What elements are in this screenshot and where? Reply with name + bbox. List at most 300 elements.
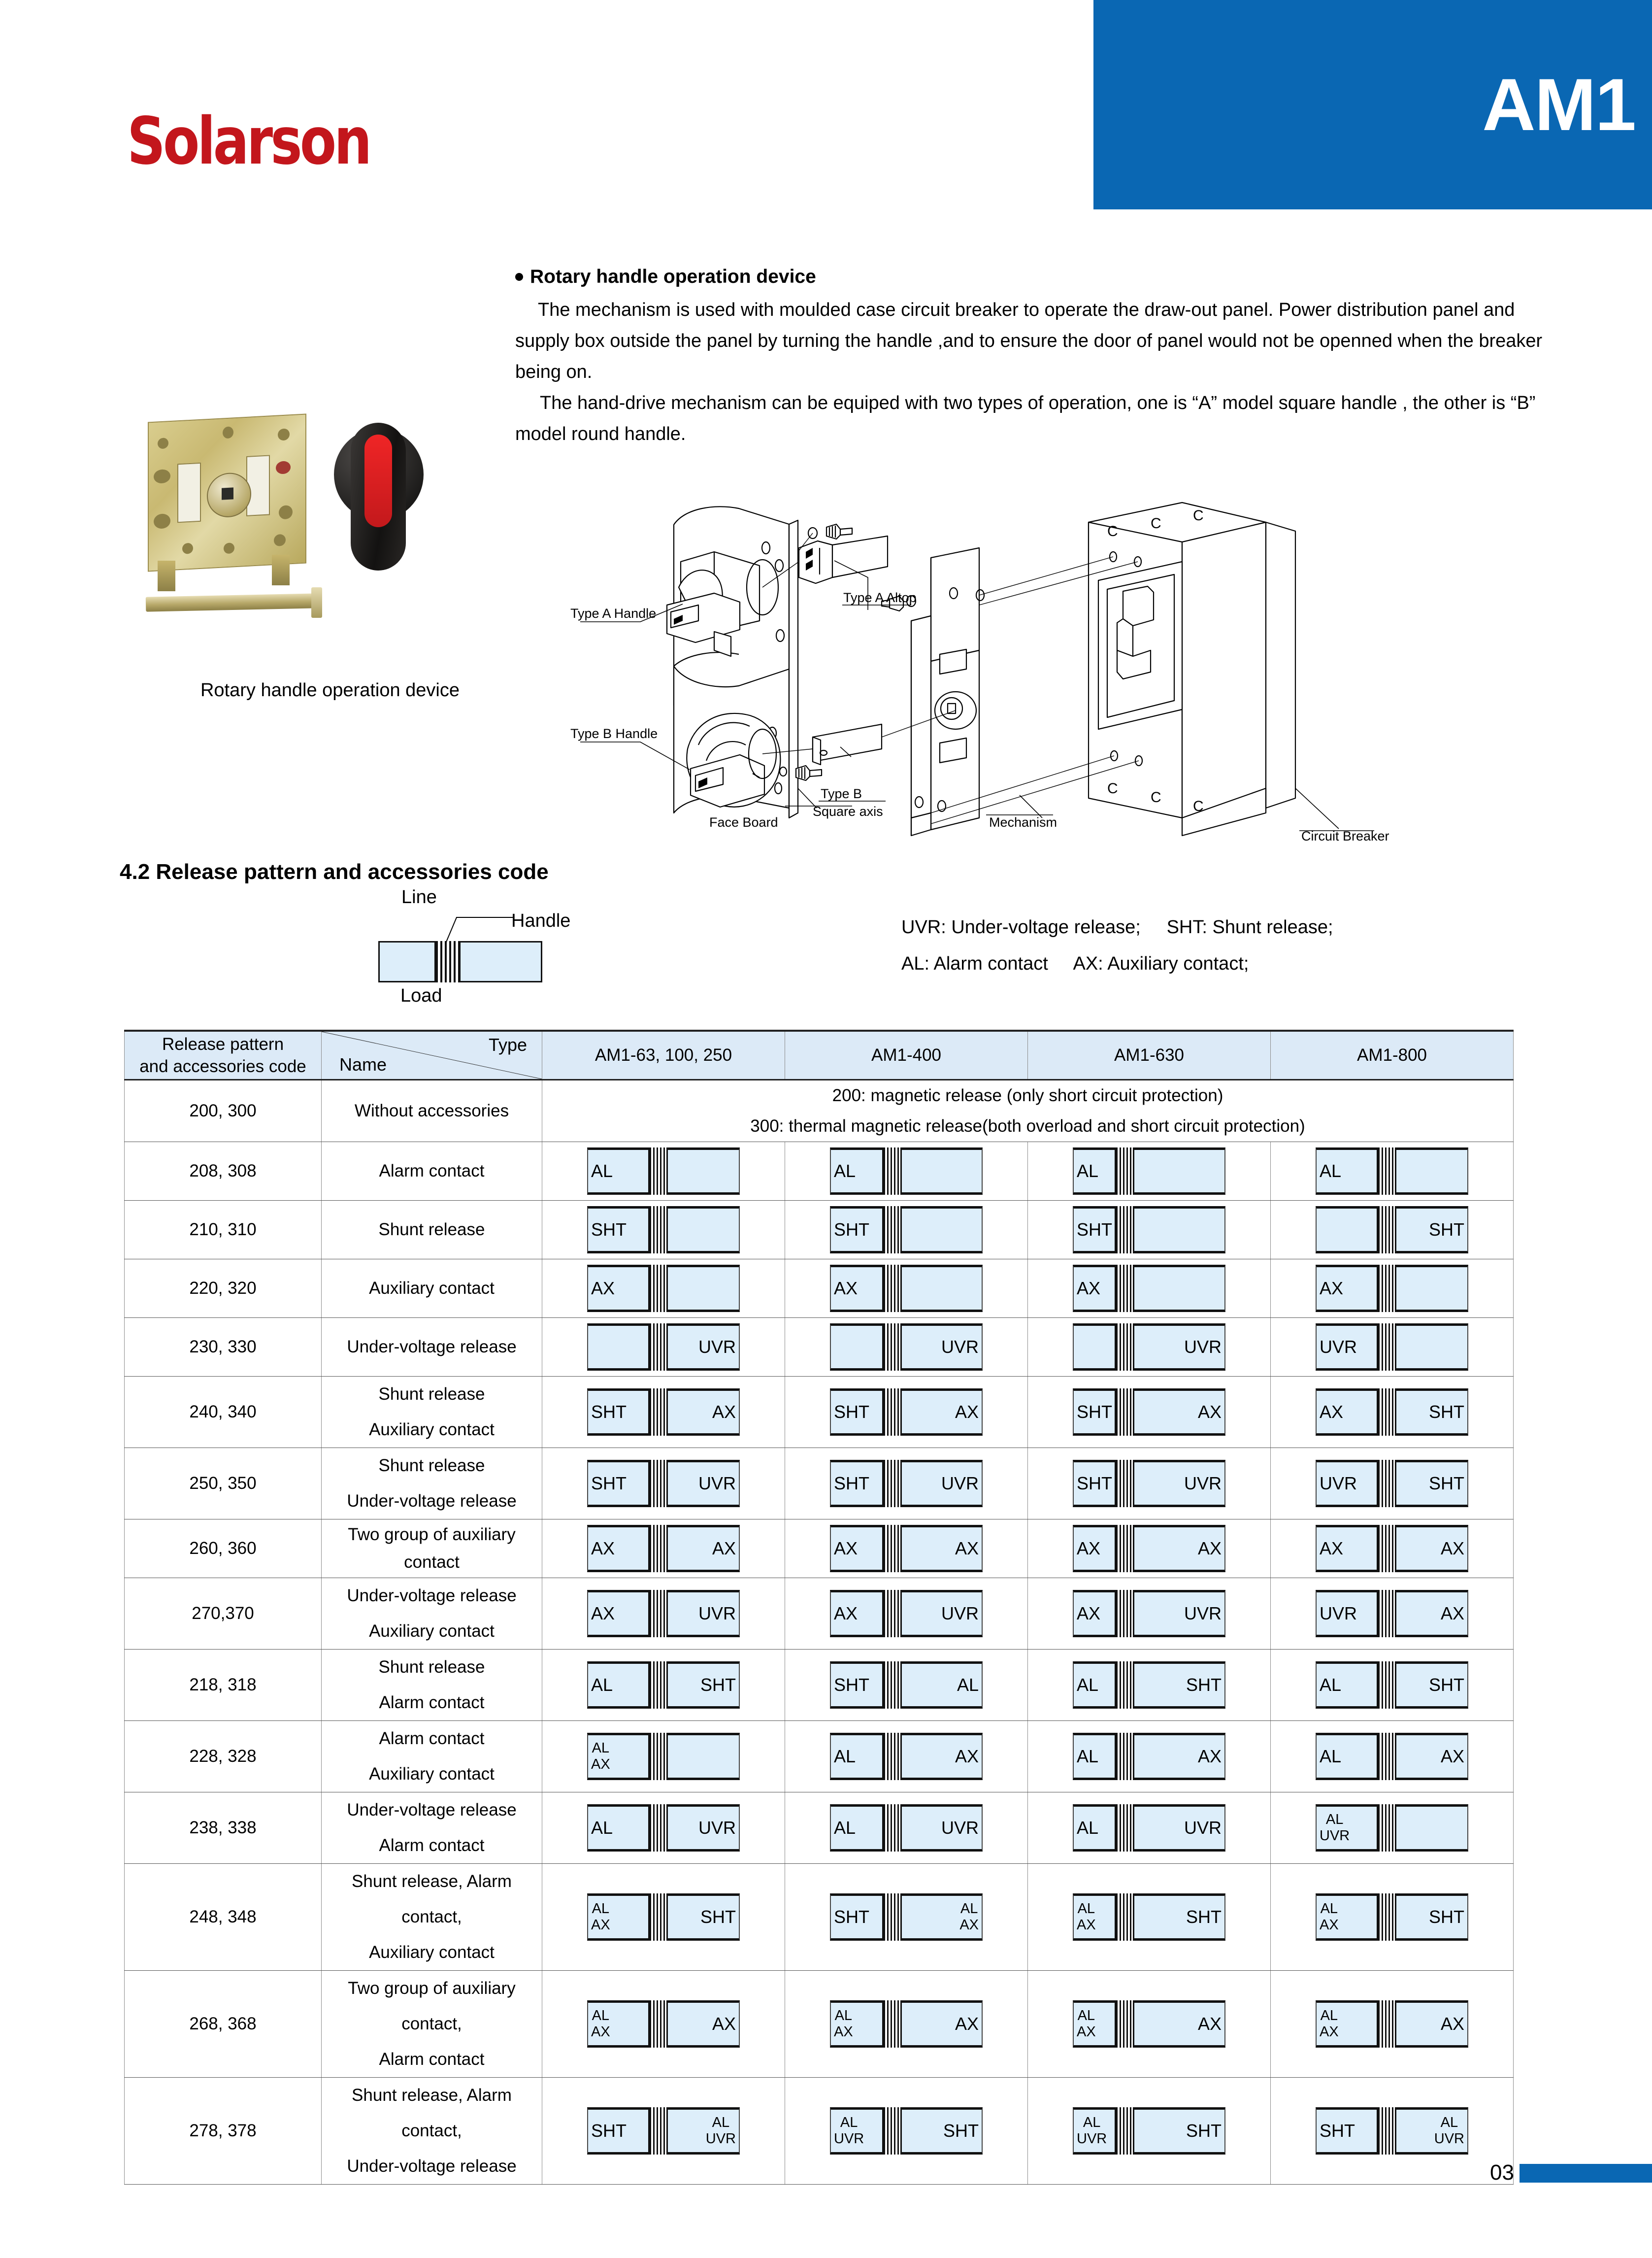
breaker-diagram-cell: [1028, 1721, 1271, 1792]
label-circuit-breaker: Circuit Breaker: [1301, 829, 1389, 843]
cell-label-left: AX: [1077, 1538, 1101, 1558]
cell-label-left: AL AX: [1077, 1901, 1096, 1933]
breaker-diagram: [1316, 1460, 1468, 1507]
breaker-diagram-cell: [785, 1721, 1028, 1792]
cell-label-right: SHT: [1429, 1675, 1464, 1695]
exploded-diagram-svg: [566, 473, 1527, 847]
cell-label-left: AX: [591, 1603, 615, 1623]
breaker-diagram-cell: [542, 1721, 785, 1792]
breaker-diagram: [587, 2107, 740, 2155]
breaker-diagram-cell: [1271, 1259, 1514, 1318]
breaker-diagram-cell: [1271, 1792, 1514, 1864]
breaker-diagram-cell: [1028, 1318, 1271, 1377]
breaker-diagram-cell: [542, 1142, 785, 1201]
row-code: 278, 378: [125, 2078, 322, 2185]
table-row: [125, 1792, 1514, 1864]
cell-label-left: UVR: [1320, 1337, 1357, 1357]
breaker-diagram: [1073, 1661, 1225, 1709]
breaker-diagram: [830, 2107, 983, 2155]
cell-label-left: SHT: [591, 1473, 627, 1493]
breaker-diagram-cell: [1271, 2078, 1514, 2185]
handle-strip-icon: [648, 1733, 668, 1780]
cell-label-right: UVR: [1184, 1473, 1222, 1493]
breaker-diagram: [1073, 1525, 1225, 1572]
handle-strip-icon: [1377, 1388, 1396, 1436]
handle-strip-icon: [1377, 1265, 1396, 1312]
handle-strip-icon: [648, 1590, 668, 1637]
breaker-diagram-cell: [1028, 1448, 1271, 1519]
bullet-icon: [515, 273, 523, 281]
row-code: 248, 348: [125, 1864, 322, 1971]
breaker-diagram-cell: [1271, 1377, 1514, 1448]
cell-label-right: AL UVR: [1434, 2115, 1464, 2147]
breaker-diagram-cell: [1028, 1142, 1271, 1201]
handle-strip-icon: [1377, 2000, 1396, 2048]
cell-label-left: AL: [1077, 1161, 1099, 1181]
cell-label-right: SHT: [1429, 1907, 1464, 1927]
handle-strip-icon: [882, 1460, 902, 1507]
breaker-diagram: [587, 2000, 740, 2048]
breaker-diagram: [1073, 1323, 1225, 1371]
label-face-board: Face Board: [709, 815, 778, 830]
breaker-diagram-cell: [542, 1971, 785, 2078]
cell-label-right: UVR: [698, 1818, 736, 1838]
handle-strip-icon: [882, 2000, 902, 2048]
row-name: Shunt release: [322, 1201, 542, 1259]
breaker-diagram: [830, 1388, 983, 1436]
cell-label-left: AL UVR: [1320, 1812, 1350, 1844]
breaker-diagram-cell: [1271, 1318, 1514, 1377]
cell-label-left: AL: [1320, 1675, 1342, 1695]
handle-strip-icon: [1115, 1804, 1134, 1852]
cell-label-left: AL: [834, 1746, 856, 1766]
breaker-diagram: [830, 1525, 983, 1572]
breaker-diagram-cell: [1271, 1142, 1514, 1201]
row-name: Alarm contact: [322, 1142, 542, 1201]
handle-strip-icon: [1115, 1590, 1134, 1637]
handle-strip-icon: [1377, 2107, 1396, 2155]
cell-label-right: UVR: [941, 1473, 979, 1493]
abbrev-line-1: UVR: Under-voltage release; SHT: Shunt release;: [901, 917, 1333, 938]
handle-strip-icon: [1377, 1206, 1396, 1253]
breaker-diagram-cell: [1028, 1971, 1271, 2078]
breaker-diagram: [1073, 1147, 1225, 1195]
cell-label-left: AX: [591, 1278, 615, 1298]
handle-strip-icon: [1115, 1323, 1134, 1371]
breaker-diagram: [1316, 1147, 1468, 1195]
breaker-diagram: [830, 1265, 983, 1312]
handle-strip-icon: [648, 1893, 668, 1941]
cell-label-left: SHT: [1077, 1402, 1112, 1422]
breaker-diagram-cell: [1028, 1650, 1271, 1721]
cell-label-right: AX: [1440, 1746, 1464, 1766]
cell-label-left: AL: [1320, 1746, 1342, 1766]
handle-strip-icon: [1377, 1460, 1396, 1507]
handle-strip-icon: [1115, 1460, 1134, 1507]
cell-label-right: AL UVR: [705, 2115, 736, 2147]
handle-strip-icon: [882, 2107, 902, 2155]
table-row: [125, 1971, 1514, 2078]
breaker-diagram-cell: [542, 1864, 785, 1971]
cell-label-right: AX: [712, 1538, 736, 1558]
row-name: Auxiliary contact: [322, 1259, 542, 1318]
cell-label-left: AX: [591, 1538, 615, 1558]
handle-strip-icon: [882, 1590, 902, 1637]
handle-strip-icon: [648, 1661, 668, 1709]
breaker-diagram: [587, 1206, 740, 1253]
breaker-diagram-cell: [1271, 1201, 1514, 1259]
breaker-diagram-cell: [542, 1318, 785, 1377]
brand-logo: Solarson: [127, 103, 370, 179]
breaker-diagram: [587, 1460, 740, 1507]
cell-label-left: SHT: [834, 1219, 869, 1240]
breaker-diagram: [587, 1733, 740, 1780]
header-column-0: AM1-63, 100, 250: [542, 1031, 785, 1080]
header-column-1: AM1-400: [785, 1031, 1028, 1080]
cell-label-right: AX: [1197, 1538, 1222, 1558]
cell-label-right: AX: [955, 1538, 979, 1558]
cell-label-right: AL: [957, 1675, 979, 1695]
handle-strip-icon: [882, 1206, 902, 1253]
table-row: [125, 1448, 1514, 1519]
breaker-diagram: [1316, 1661, 1468, 1709]
breaker-diagram: [587, 1525, 740, 1572]
square-shaft-photo: [146, 593, 319, 611]
cell-label-left: AL UVR: [834, 2115, 864, 2147]
handle-strip-icon: [1377, 1733, 1396, 1780]
handle-strip-icon: [882, 1265, 902, 1312]
breaker-diagram-cell: [1028, 1864, 1271, 1971]
breaker-diagram: [587, 1661, 740, 1709]
cell-label-right: UVR: [941, 1818, 979, 1838]
breaker-diagram-cell: [785, 1792, 1028, 1864]
cell-label-right: UVR: [698, 1337, 736, 1357]
breaker-diagram-cell: [1271, 1650, 1514, 1721]
breaker-diagram: [1073, 2000, 1225, 2048]
row-name: Alarm contact Auxiliary contact: [322, 1721, 542, 1792]
breaker-diagram-cell: [1028, 1377, 1271, 1448]
cell-label-right: UVR: [1184, 1603, 1222, 1623]
breaker-diagram: [587, 1590, 740, 1637]
table-row: [125, 2078, 1514, 2185]
breaker-diagram-cell: [1271, 1971, 1514, 2078]
breaker-diagram-cell: [542, 1519, 785, 1578]
breaker-diagram: [1073, 1804, 1225, 1852]
cell-label-right: SHT: [1429, 1219, 1464, 1240]
handle-strip-icon: [1115, 1147, 1134, 1195]
table-header-row: [125, 1031, 1514, 1080]
section-heading: 4.2 Release pattern and accessories code: [120, 860, 549, 884]
line-load-legend: [347, 887, 662, 1020]
mounting-plate-photo: [148, 414, 306, 572]
breaker-diagram-cell: [785, 1971, 1028, 2078]
breaker-diagram: [830, 2000, 983, 2048]
breaker-diagram: [587, 1893, 740, 1941]
handle-strip-icon: [882, 1804, 902, 1852]
breaker-diagram: [1073, 1388, 1225, 1436]
handle-strip-icon: [648, 1388, 668, 1436]
cell-label-right: UVR: [698, 1603, 736, 1623]
footer-accent-bar: [1520, 2164, 1652, 2183]
handle-strip-icon: [1115, 1265, 1134, 1312]
cell-label-left: AL AX: [834, 2008, 853, 2040]
handle-strip-icon: [1115, 1661, 1134, 1709]
handle-strip-icon: [1377, 1525, 1396, 1572]
breaker-diagram-cell: [1271, 1578, 1514, 1650]
row-name: Shunt release Auxiliary contact: [322, 1377, 542, 1448]
square-shaft-head: [311, 587, 322, 618]
svg-text:C: C: [1151, 789, 1161, 806]
breaker-diagram: [1316, 1733, 1468, 1780]
header-column-3: AM1-800: [1271, 1031, 1514, 1080]
row-code: 210, 310: [125, 1201, 322, 1259]
table-row: [125, 1142, 1514, 1201]
cell-label-right: AX: [1440, 1538, 1464, 1558]
breaker-diagram: [1316, 1206, 1468, 1253]
cell-label-right: SHT: [1186, 1907, 1222, 1927]
handle-strip-icon: [882, 1147, 902, 1195]
row-code: 238, 338: [125, 1792, 322, 1864]
breaker-diagram-cell: [542, 1377, 785, 1448]
handle-strip-icon: [648, 1525, 668, 1572]
handle-strip-icon: [1115, 1733, 1134, 1780]
breaker-diagram-cell: [785, 1448, 1028, 1519]
handle-strip-icon: [1115, 2000, 1134, 2048]
handle-strip-icon: [648, 1265, 668, 1312]
product-photo-block: [138, 404, 512, 701]
breaker-diagram: [1073, 2107, 1225, 2155]
handle-strip-icon: [648, 2107, 668, 2155]
breaker-diagram: [830, 1804, 983, 1852]
row-name: Shunt release, Alarm contact, Auxiliary contact: [322, 1864, 542, 1971]
handle-strip-icon: [882, 1661, 902, 1709]
cell-label-right: SHT: [1429, 1402, 1464, 1422]
abbreviation-legend: [901, 909, 1333, 982]
legend-load-label: Load: [400, 985, 442, 1006]
table-row: [125, 1864, 1514, 1971]
cell-label-left: AL AX: [1320, 2008, 1339, 2040]
legend-line-label: Line: [401, 887, 437, 908]
handle-strip-icon: [1377, 1147, 1396, 1195]
table-row: [125, 1519, 1514, 1578]
cell-label-left: UVR: [1320, 1473, 1357, 1493]
handle-strip-icon: [1377, 1661, 1396, 1709]
table-row: [125, 1080, 1514, 1142]
cell-label-right: SHT: [943, 2121, 979, 2141]
cell-label-right: AX: [1440, 2014, 1464, 2034]
breaker-diagram: [830, 1733, 983, 1780]
breaker-diagram-cell: [785, 1201, 1028, 1259]
cell-label-right: SHT: [1186, 1675, 1222, 1695]
cell-label-left: AL AX: [591, 1901, 610, 1933]
cell-label-right: AL AX: [959, 1901, 979, 1933]
breaker-diagram: [1316, 1804, 1468, 1852]
svg-text:C: C: [1193, 798, 1204, 814]
breaker-diagram-cell: [785, 1259, 1028, 1318]
handle-strip-icon: [1115, 2107, 1134, 2155]
breaker-diagram: [830, 1206, 983, 1253]
row-code: 208, 308: [125, 1142, 322, 1201]
table-row: [125, 1650, 1514, 1721]
cell-label-right: AX: [712, 1402, 736, 1422]
row-name: Under-voltage release Alarm contact: [322, 1792, 542, 1864]
breaker-diagram: [1073, 1265, 1225, 1312]
cell-label-left: AX: [834, 1278, 858, 1298]
breaker-diagram-cell: [785, 1519, 1028, 1578]
cell-label-left: AL: [1320, 1161, 1342, 1181]
handle-strip-icon: [648, 1804, 668, 1852]
cell-label-left: AL AX: [1077, 2008, 1096, 2040]
header-column-2: AM1-630: [1028, 1031, 1271, 1080]
row-name: Under-voltage release Auxiliary contact: [322, 1578, 542, 1650]
cell-label-right: UVR: [941, 1603, 979, 1623]
row-code: 200, 300: [125, 1080, 322, 1142]
cell-label-left: AX: [834, 1538, 858, 1558]
product-photo: [138, 404, 502, 660]
label-type-b-1: Type B: [821, 786, 862, 801]
handle-strip-icon: [1377, 1804, 1396, 1852]
row-name: Under-voltage release: [322, 1318, 542, 1377]
breaker-diagram-cell: [542, 1448, 785, 1519]
intro-paragraph-1: The mechanism is used with moulded case circuit breaker to operate the draw-out panel. Power distribution panel and supply box outside the panel by turning the handle ,and to ensure the door of panel would not be openned when the breaker being on.: [515, 300, 1543, 382]
breaker-diagram: [1316, 1525, 1468, 1572]
handle-strip-icon: [1115, 1525, 1134, 1572]
breaker-diagram: [830, 1323, 983, 1371]
cell-label-right: SHT: [700, 1907, 736, 1927]
breaker-diagram: [830, 1147, 983, 1195]
row-name: Shunt release Under-voltage release: [322, 1448, 542, 1519]
label-type-b-2: Square axis: [813, 804, 883, 819]
breaker-diagram: [1073, 1590, 1225, 1637]
cell-label-right: AX: [955, 1746, 979, 1766]
legend-handle-label: Handle: [511, 910, 571, 931]
handle-strip-icon: [882, 1525, 902, 1572]
breaker-diagram: [1316, 1323, 1468, 1371]
legend-leader-line: [441, 910, 515, 944]
cell-label-right: UVR: [698, 1473, 736, 1493]
cell-label-left: UVR: [1320, 1603, 1357, 1623]
handle-strip-icon: [1115, 1206, 1134, 1253]
intro-heading-text: Rotary handle operation device: [530, 266, 816, 287]
cell-label-left: SHT: [834, 1907, 869, 1927]
intro-block: [515, 266, 1569, 450]
row-code: 230, 330: [125, 1318, 322, 1377]
row-name: Shunt release, Alarm contact, Under-voltage release: [322, 2078, 542, 2185]
breaker-diagram-cell: [542, 1201, 785, 1259]
breaker-diagram: [587, 1388, 740, 1436]
cell-label-right: AX: [1197, 2014, 1222, 2034]
cell-label-left: AL: [591, 1161, 613, 1181]
cell-label-left: AX: [1077, 1278, 1101, 1298]
breaker-diagram-cell: [1028, 1519, 1271, 1578]
breaker-diagram-cell: [785, 1142, 1028, 1201]
exploded-assembly-diagram: [566, 473, 1527, 847]
breaker-diagram-cell: [1271, 1864, 1514, 1971]
cell-label-left: SHT: [591, 1402, 627, 1422]
square-axis-hole: [222, 487, 233, 500]
cell-label-left: SHT: [1077, 1473, 1112, 1493]
breaker-diagram: [1316, 1388, 1468, 1436]
header-name-type-split: [322, 1031, 542, 1080]
rotary-knob-red-indicator: [364, 435, 392, 527]
cell-label-left: AL AX: [591, 1740, 610, 1772]
cell-label-left: AL: [1077, 1818, 1099, 1838]
breaker-diagram: [587, 1323, 740, 1371]
table-row: [125, 1578, 1514, 1650]
handle-strip-icon: [648, 1460, 668, 1507]
breaker-diagram-cell: [1028, 1201, 1271, 1259]
svg-text:C: C: [1107, 523, 1118, 539]
breaker-diagram-cell: [785, 2078, 1028, 2185]
cell-label-left: AL AX: [591, 2008, 610, 2040]
row-name: Without accessories: [322, 1080, 542, 1142]
breaker-diagram-cell: [1271, 1519, 1514, 1578]
breaker-diagram: [1073, 1733, 1225, 1780]
svg-text:C: C: [1107, 780, 1118, 797]
cell-label-right: AX: [955, 1402, 979, 1422]
header-type-label: Type: [488, 1035, 527, 1055]
breaker-diagram: [1073, 1460, 1225, 1507]
row-code: 218, 318: [125, 1650, 322, 1721]
cell-label-left: AL: [591, 1675, 613, 1695]
cell-label-left: SHT: [591, 1219, 627, 1240]
cell-label-right: AX: [1440, 1603, 1464, 1623]
table-row: [125, 1318, 1514, 1377]
cell-label-right: AX: [955, 2014, 979, 2034]
cell-label-left: AL: [591, 1818, 613, 1838]
breaker-diagram: [1316, 2107, 1468, 2155]
label-type-a-handle: Type A Handle: [570, 606, 657, 621]
row-code: 228, 328: [125, 1721, 322, 1792]
row-code: 220, 320: [125, 1259, 322, 1318]
page-model-title: AM1: [1482, 63, 1635, 146]
breaker-diagram-cell: [542, 1578, 785, 1650]
handle-strip-icon: [882, 1733, 902, 1780]
cell-label-left: AX: [1077, 1603, 1101, 1623]
photo-caption: Rotary handle operation device: [200, 680, 460, 701]
cell-label-left: SHT: [591, 2121, 627, 2141]
breaker-diagram: [1316, 2000, 1468, 2048]
handle-strip-icon: [648, 1323, 668, 1371]
cell-label-left: AX: [1320, 1538, 1344, 1558]
breaker-diagram-cell: [1028, 1792, 1271, 1864]
cell-label-left: AL: [834, 1161, 856, 1181]
breaker-diagram-cell: [542, 1259, 785, 1318]
handle-strip-icon: [1377, 1323, 1396, 1371]
cell-label-right: AX: [712, 2014, 736, 2034]
cell-label-right: AX: [1197, 1402, 1222, 1422]
row-code: 240, 340: [125, 1377, 322, 1448]
breaker-diagram-cell: [1271, 1448, 1514, 1519]
cell-label-right: UVR: [941, 1337, 979, 1357]
label-type-b-handle: Type B Handle: [570, 726, 658, 741]
row-code: 270,370: [125, 1578, 322, 1650]
cell-label-right: UVR: [1184, 1337, 1222, 1357]
breaker-diagram: [1316, 1590, 1468, 1637]
breaker-diagram: [830, 1661, 983, 1709]
cell-label-left: SHT: [834, 1675, 869, 1695]
cell-label-right: AX: [1197, 1746, 1222, 1766]
cell-label-left: SHT: [834, 1402, 869, 1422]
cell-label-left: AX: [834, 1603, 858, 1623]
cell-label-right: SHT: [1186, 2121, 1222, 2141]
cell-label-left: AX: [1320, 1278, 1344, 1298]
cell-label-left: AL: [834, 1818, 856, 1838]
cell-label-left: AL UVR: [1077, 2115, 1107, 2147]
handle-strip-icon: [648, 1147, 668, 1195]
svg-text:C: C: [1193, 507, 1204, 524]
breaker-diagram: [1073, 1206, 1225, 1253]
